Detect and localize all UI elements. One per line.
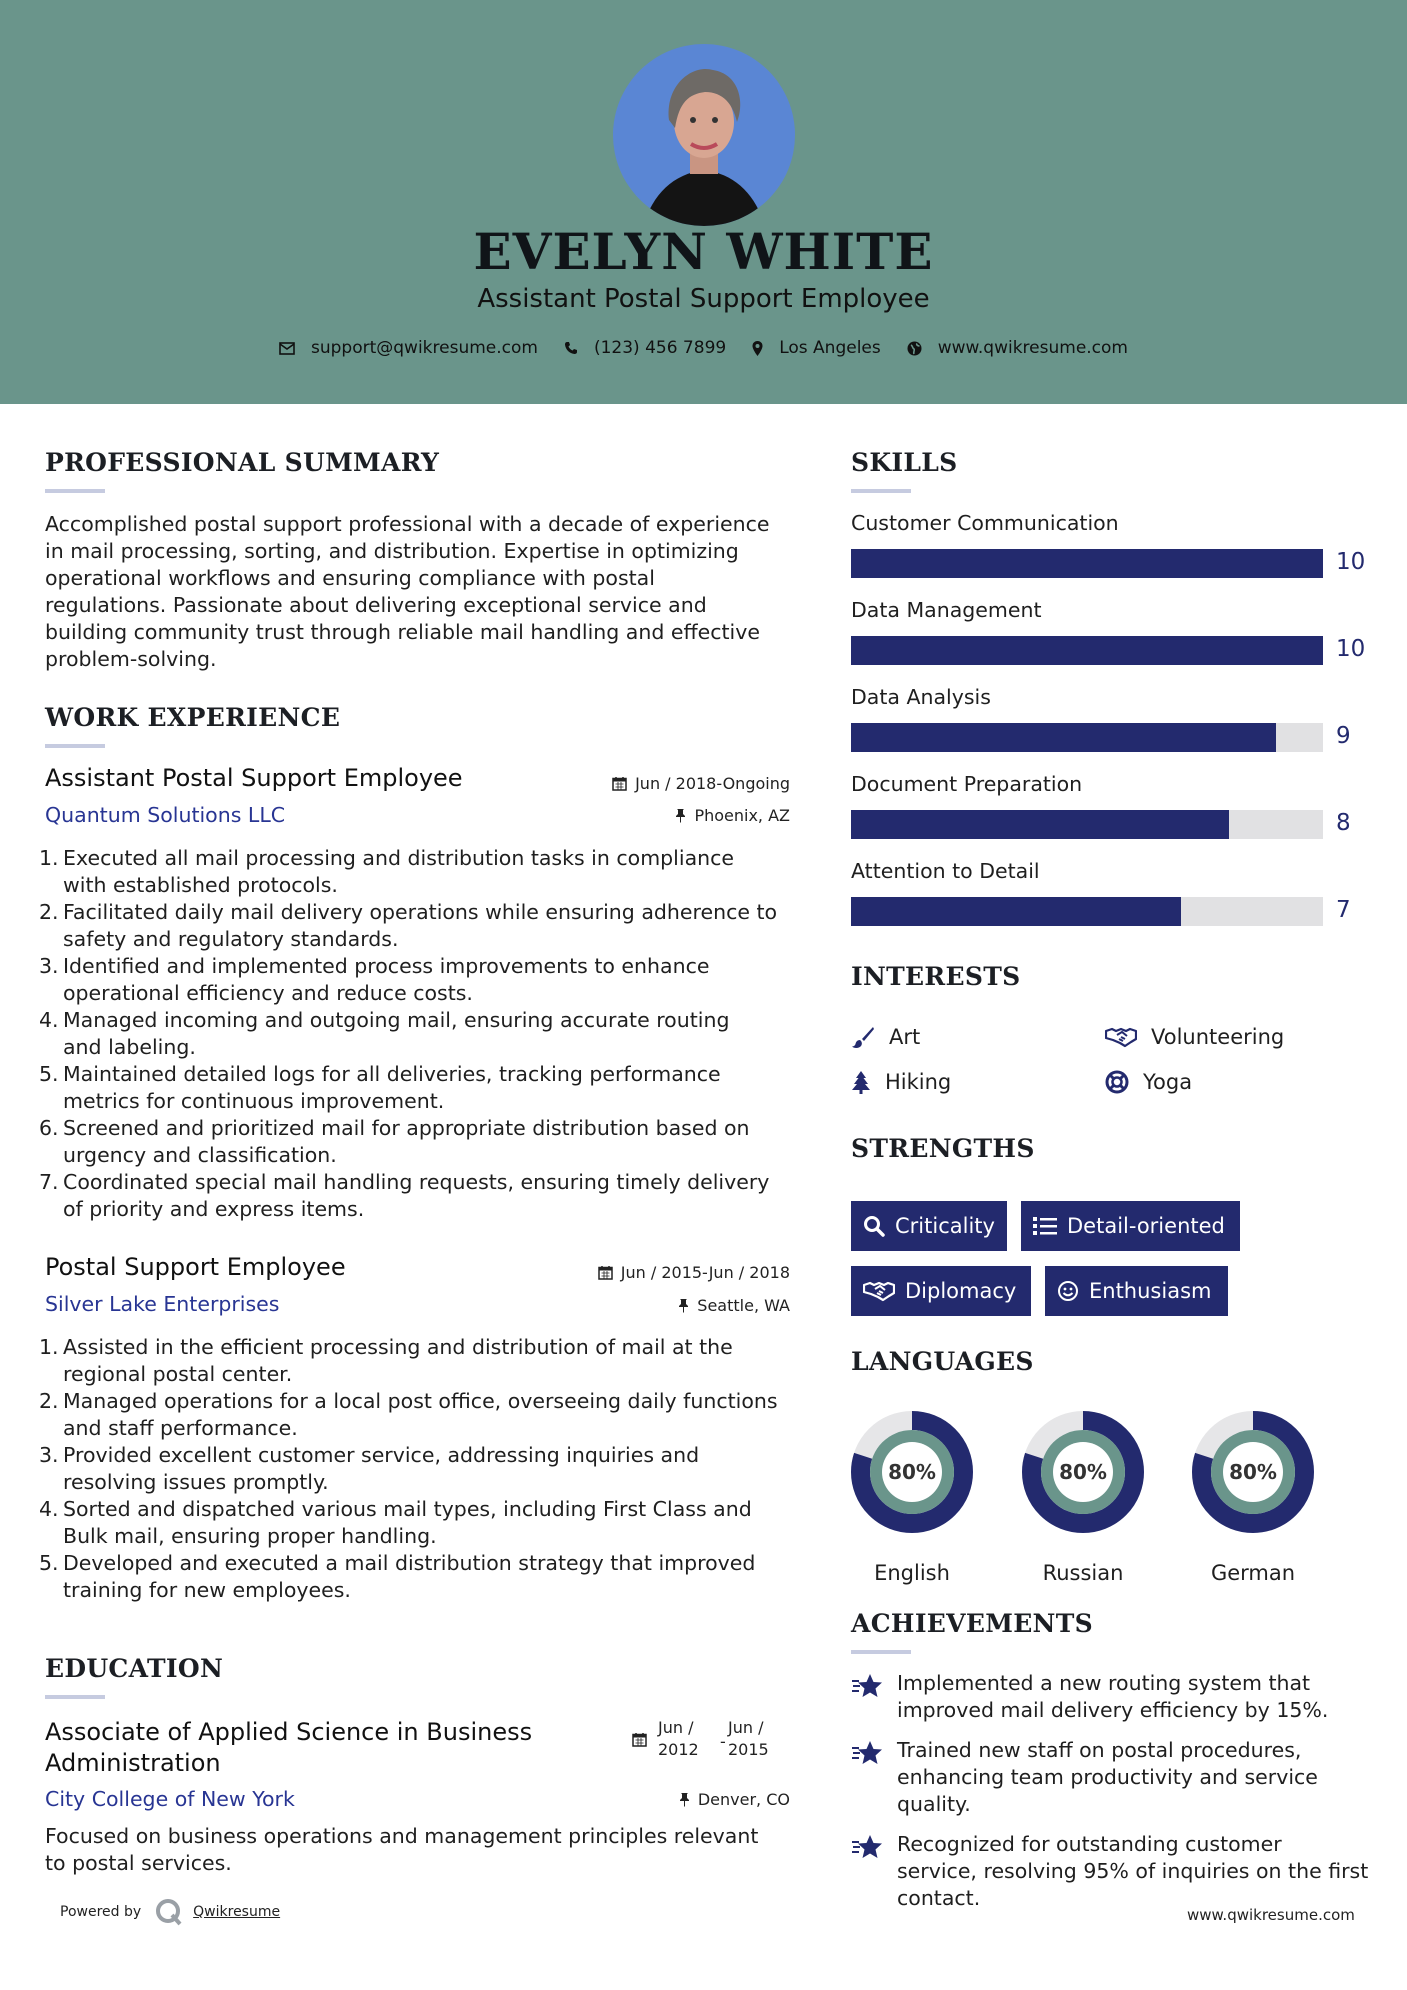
list-item-line: Identified and implemented process improvements to enhance — [63, 954, 710, 978]
candidate-title: Assistant Postal Support Employee — [477, 284, 930, 314]
summary-text — [45, 511, 805, 673]
language-ring — [1022, 1411, 1144, 1533]
list-item — [39, 1334, 825, 1388]
list-item-number: 4. — [39, 1497, 59, 1521]
interest-hiking — [851, 1070, 951, 1094]
list-item-line: with established protocols. — [63, 873, 338, 897]
list-item-line: resolving issues promptly. — [63, 1470, 329, 1494]
skill-bar-track — [851, 636, 1323, 665]
calendar-icon — [612, 776, 627, 791]
list-item-number: 3. — [39, 954, 59, 978]
star-icon — [851, 1739, 883, 1767]
interest-label: Volunteering — [1151, 1025, 1285, 1049]
list-item-number: 3. — [39, 1443, 59, 1467]
globe-icon — [907, 341, 922, 356]
pushpin-icon — [678, 1298, 689, 1313]
list-item — [39, 899, 825, 953]
job-dates — [490, 1263, 790, 1282]
skills-heading-rule — [851, 489, 911, 493]
skill-bar-fill — [851, 636, 1323, 665]
list-item — [39, 1496, 825, 1550]
job-location-text: Seattle, WA — [697, 1296, 790, 1315]
language-name: German — [1210, 1561, 1296, 1585]
list-item-line: and labeling. — [63, 1035, 196, 1059]
company-name[interactable]: Silver Lake Enterprises — [45, 1292, 280, 1316]
list-item-line: Sorted and dispatched various mail types, including First Class and — [63, 1497, 752, 1521]
list-item-number: 2. — [39, 1389, 59, 1413]
list-item-line: Coordinated special mail handling requests, ensuring timely delivery — [63, 1170, 770, 1194]
phone-icon — [564, 341, 578, 355]
interest-label: Yoga — [1143, 1070, 1193, 1094]
skill-bar-fill — [851, 723, 1276, 752]
paintbrush-icon — [851, 1025, 875, 1049]
summary-line: problem-solving. — [45, 647, 217, 671]
language-percent: 80% — [1229, 1460, 1277, 1484]
skill-bar-fill — [851, 810, 1229, 839]
list-item-line: metrics for continuous improvement. — [63, 1089, 445, 1113]
contact-website[interactable] — [907, 338, 1128, 358]
education-location — [490, 1790, 790, 1809]
skill-value: 8 — [1336, 810, 1351, 836]
profile-photo — [613, 44, 795, 226]
education-start-month: Jun / — [658, 1718, 694, 1737]
job-location-text: Phoenix, AZ — [694, 806, 790, 825]
list-item — [39, 1061, 825, 1115]
achievement-line: Recognized for outstanding customer — [897, 1832, 1282, 1856]
list-item-line: training for new employees. — [63, 1578, 351, 1602]
skill-label: Customer Communication — [851, 511, 1119, 535]
list-item — [39, 1169, 825, 1223]
strength-label: Criticality — [895, 1214, 995, 1238]
calendar-icon — [632, 1732, 647, 1747]
list-item-line: Executed all mail processing and distribution tasks in compliance — [63, 846, 735, 870]
list-item-line: regional postal center. — [63, 1362, 293, 1386]
contact-website-text: www.qwikresume.com — [937, 338, 1128, 358]
list-item-line: Managed incoming and outgoing mail, ensuring accurate routing — [63, 1008, 730, 1032]
education-end-month: Jun / — [728, 1718, 764, 1737]
job-bullets — [39, 1334, 825, 1604]
list-item — [39, 1007, 825, 1061]
list-item-line: Assisted in the efficient processing and distribution of mail at the — [63, 1335, 733, 1359]
list-item — [39, 1550, 825, 1604]
summary-line: in mail processing, sorting, and distribution. Expertise in optimizing — [45, 539, 739, 563]
achievement-text — [897, 1737, 1318, 1818]
achievement-line: enhancing team productivity and service — [897, 1765, 1318, 1789]
contact-email-text: support@qwikresume.com — [311, 338, 538, 358]
envelope-icon — [279, 342, 295, 355]
header-band — [0, 0, 1407, 404]
experience-heading-rule — [45, 744, 105, 748]
contact-location — [752, 338, 881, 358]
job-title: Postal Support Employee — [45, 1253, 346, 1281]
strength-chip-enthusiasm — [1045, 1266, 1228, 1316]
achievement-item — [851, 1670, 1328, 1724]
list-item-line: Screened and prioritized mail for appropriate distribution based on — [63, 1116, 750, 1140]
lifebuoy-icon — [1105, 1070, 1129, 1094]
job-location — [490, 806, 790, 825]
interest-label: Art — [889, 1025, 921, 1049]
list-item-line: operational efficiency and reduce costs. — [63, 981, 473, 1005]
summary-heading: PROFESSIONAL SUMMARY — [45, 448, 440, 477]
achievement-line: improved mail delivery efficiency by 15%. — [897, 1698, 1329, 1722]
smile-icon — [1057, 1280, 1079, 1302]
contact-phone-text: (123) 456 7899 — [593, 338, 727, 358]
qwikresume-link[interactable]: Qwikresume — [193, 1904, 281, 1920]
education-date-dash: - — [720, 1732, 726, 1751]
list-icon — [1033, 1216, 1057, 1236]
skill-label: Attention to Detail — [851, 859, 1040, 883]
skill-label: Data Analysis — [851, 685, 991, 709]
skills-heading: SKILLS — [851, 448, 958, 477]
summary-line: Accomplished postal support professional with a decade of experience — [45, 512, 770, 536]
list-item-line: urgency and classification. — [63, 1143, 337, 1167]
list-item-number: 5. — [39, 1551, 59, 1575]
list-item-number: 1. — [39, 846, 59, 870]
education-end-year: 2015 — [728, 1740, 769, 1759]
strength-chip-detail-oriented — [1021, 1201, 1240, 1251]
degree-title — [45, 1717, 532, 1779]
education-description-line: Focused on business operations and management principles relevant — [45, 1824, 759, 1848]
list-item-line: Maintained detailed logs for all deliveries, tracking performance — [63, 1062, 721, 1086]
interest-art — [851, 1025, 920, 1049]
achievements-heading: ACHIEVEMENTS — [851, 1609, 1093, 1638]
achievement-line: contact. — [897, 1886, 981, 1910]
list-item — [39, 845, 825, 899]
list-item-number: 7. — [39, 1170, 59, 1194]
list-item — [39, 1115, 825, 1169]
education-heading-rule — [45, 1695, 105, 1699]
handshake-icon — [1105, 1026, 1137, 1048]
skill-bar-fill — [851, 549, 1323, 578]
qwikresume-logo-icon — [155, 1898, 183, 1926]
list-item-number: 6. — [39, 1116, 59, 1140]
star-icon — [851, 1833, 883, 1861]
contact-bar — [0, 338, 1407, 358]
achievement-text — [897, 1831, 1368, 1912]
footer-website[interactable]: www.qwikresume.com — [1187, 1906, 1355, 1924]
strength-label: Enthusiasm — [1089, 1279, 1212, 1303]
language-name: Russian — [1042, 1561, 1124, 1585]
profile-photo-illustration — [613, 44, 795, 226]
education-start-year: 2012 — [658, 1740, 699, 1759]
achievement-text — [897, 1670, 1328, 1724]
language-name: English — [874, 1561, 950, 1585]
skill-bar-track — [851, 723, 1323, 752]
achievement-line: Trained new staff on postal procedures, — [897, 1738, 1302, 1762]
list-item-line: Bulk mail, ensuring proper handling. — [63, 1524, 437, 1548]
language-english — [851, 1411, 973, 1585]
list-item-line: Provided excellent customer service, addressing inquiries and — [63, 1443, 700, 1467]
strength-chip-diplomacy — [851, 1266, 1031, 1316]
degree-title-line: Administration — [45, 1749, 221, 1777]
interest-label: Hiking — [885, 1070, 952, 1094]
list-item-line: safety and regulatory standards. — [63, 927, 399, 951]
language-ring — [851, 1411, 973, 1533]
language-percent: 80% — [888, 1460, 936, 1484]
calendar-icon — [598, 1265, 613, 1280]
list-item-number: 1. — [39, 1335, 59, 1359]
summary-line: operational workflows and ensuring compliance with postal — [45, 566, 655, 590]
interests-heading: INTERESTS — [851, 962, 1021, 991]
list-item-number: 4. — [39, 1008, 59, 1032]
job-location — [490, 1296, 790, 1315]
list-item — [39, 1442, 825, 1496]
strengths-heading: STRENGTHS — [851, 1134, 1035, 1163]
education-dates — [632, 1718, 792, 1762]
language-percent: 80% — [1059, 1460, 1107, 1484]
list-item — [39, 953, 825, 1007]
strength-label: Detail-oriented — [1067, 1214, 1225, 1238]
list-item-line: Facilitated daily mail delivery operations while ensuring adherence to — [63, 900, 778, 924]
achievement-item — [851, 1831, 1368, 1912]
job-dates-text: Jun / 2018-Ongoing — [635, 774, 790, 793]
skill-bar-fill — [851, 897, 1181, 926]
summary-line: regulations. Passionate about delivering exceptional service and — [45, 593, 707, 617]
list-item-number: 2. — [39, 900, 59, 924]
job-dates-text: Jun / 2015-Jun / 2018 — [620, 1263, 790, 1282]
skill-bar-track — [851, 897, 1323, 926]
list-item-line: Developed and executed a mail distribution strategy that improved — [63, 1551, 756, 1575]
search-icon — [863, 1215, 885, 1237]
pushpin-icon — [679, 1792, 690, 1807]
skill-value: 7 — [1336, 897, 1351, 923]
summary-heading-rule — [45, 489, 105, 493]
candidate-name: EVELYN WHITE — [473, 222, 934, 281]
languages-heading: LANGUAGES — [851, 1347, 1034, 1376]
list-item-line: and staff performance. — [63, 1416, 298, 1440]
job-dates — [490, 774, 790, 793]
language-german — [1192, 1411, 1314, 1585]
achievements-heading-rule — [851, 1650, 911, 1654]
list-item — [39, 1388, 825, 1442]
skill-value: 10 — [1336, 549, 1366, 575]
list-item-line: Managed operations for a local post office, overseeing daily functions — [63, 1389, 778, 1413]
footer-powered-by — [60, 1898, 280, 1926]
skill-label: Document Preparation — [851, 772, 1083, 796]
contact-email[interactable] — [279, 338, 538, 358]
language-russian — [1022, 1411, 1144, 1585]
achievement-line: service, resolving 95% of inquiries on the first — [897, 1859, 1369, 1883]
education-location-text: Denver, CO — [697, 1790, 790, 1809]
strength-label: Diplomacy — [905, 1279, 1017, 1303]
handshake-icon — [863, 1280, 895, 1302]
contact-location-text: Los Angeles — [779, 338, 881, 358]
achievement-line: quality. — [897, 1792, 971, 1816]
skill-bar-track — [851, 549, 1323, 578]
education-description-line: to postal services. — [45, 1851, 232, 1875]
strength-chip-criticality — [851, 1201, 1007, 1251]
company-name[interactable]: Quantum Solutions LLC — [45, 803, 286, 827]
skill-label: Data Management — [851, 598, 1042, 622]
powered-by-text: Powered by — [60, 1904, 142, 1920]
job-title: Assistant Postal Support Employee — [45, 764, 463, 792]
school-name[interactable]: City College of New York — [45, 1787, 295, 1811]
tree-icon — [851, 1070, 871, 1094]
language-ring — [1192, 1411, 1314, 1533]
education-description — [45, 1823, 815, 1877]
pushpin-icon — [675, 808, 686, 823]
list-item-line: of priority and express items. — [63, 1197, 365, 1221]
experience-heading: WORK EXPERIENCE — [45, 703, 341, 732]
skill-value: 10 — [1336, 636, 1366, 662]
summary-line: building community trust through reliable mail handling and effective — [45, 620, 760, 644]
skill-value: 9 — [1336, 723, 1351, 749]
list-item-number: 5. — [39, 1062, 59, 1086]
job-bullets — [39, 845, 825, 1223]
achievement-item — [851, 1737, 1318, 1818]
achievement-line: Implemented a new routing system that — [897, 1671, 1311, 1695]
star-icon — [851, 1672, 883, 1700]
interest-volunteering — [1105, 1025, 1284, 1049]
education-heading: EDUCATION — [45, 1654, 224, 1683]
skill-bar-track — [851, 810, 1323, 839]
contact-phone[interactable] — [564, 338, 726, 358]
interest-yoga — [1105, 1070, 1192, 1094]
degree-title-line: Associate of Applied Science in Business — [45, 1718, 533, 1746]
map-pin-icon — [752, 341, 763, 356]
